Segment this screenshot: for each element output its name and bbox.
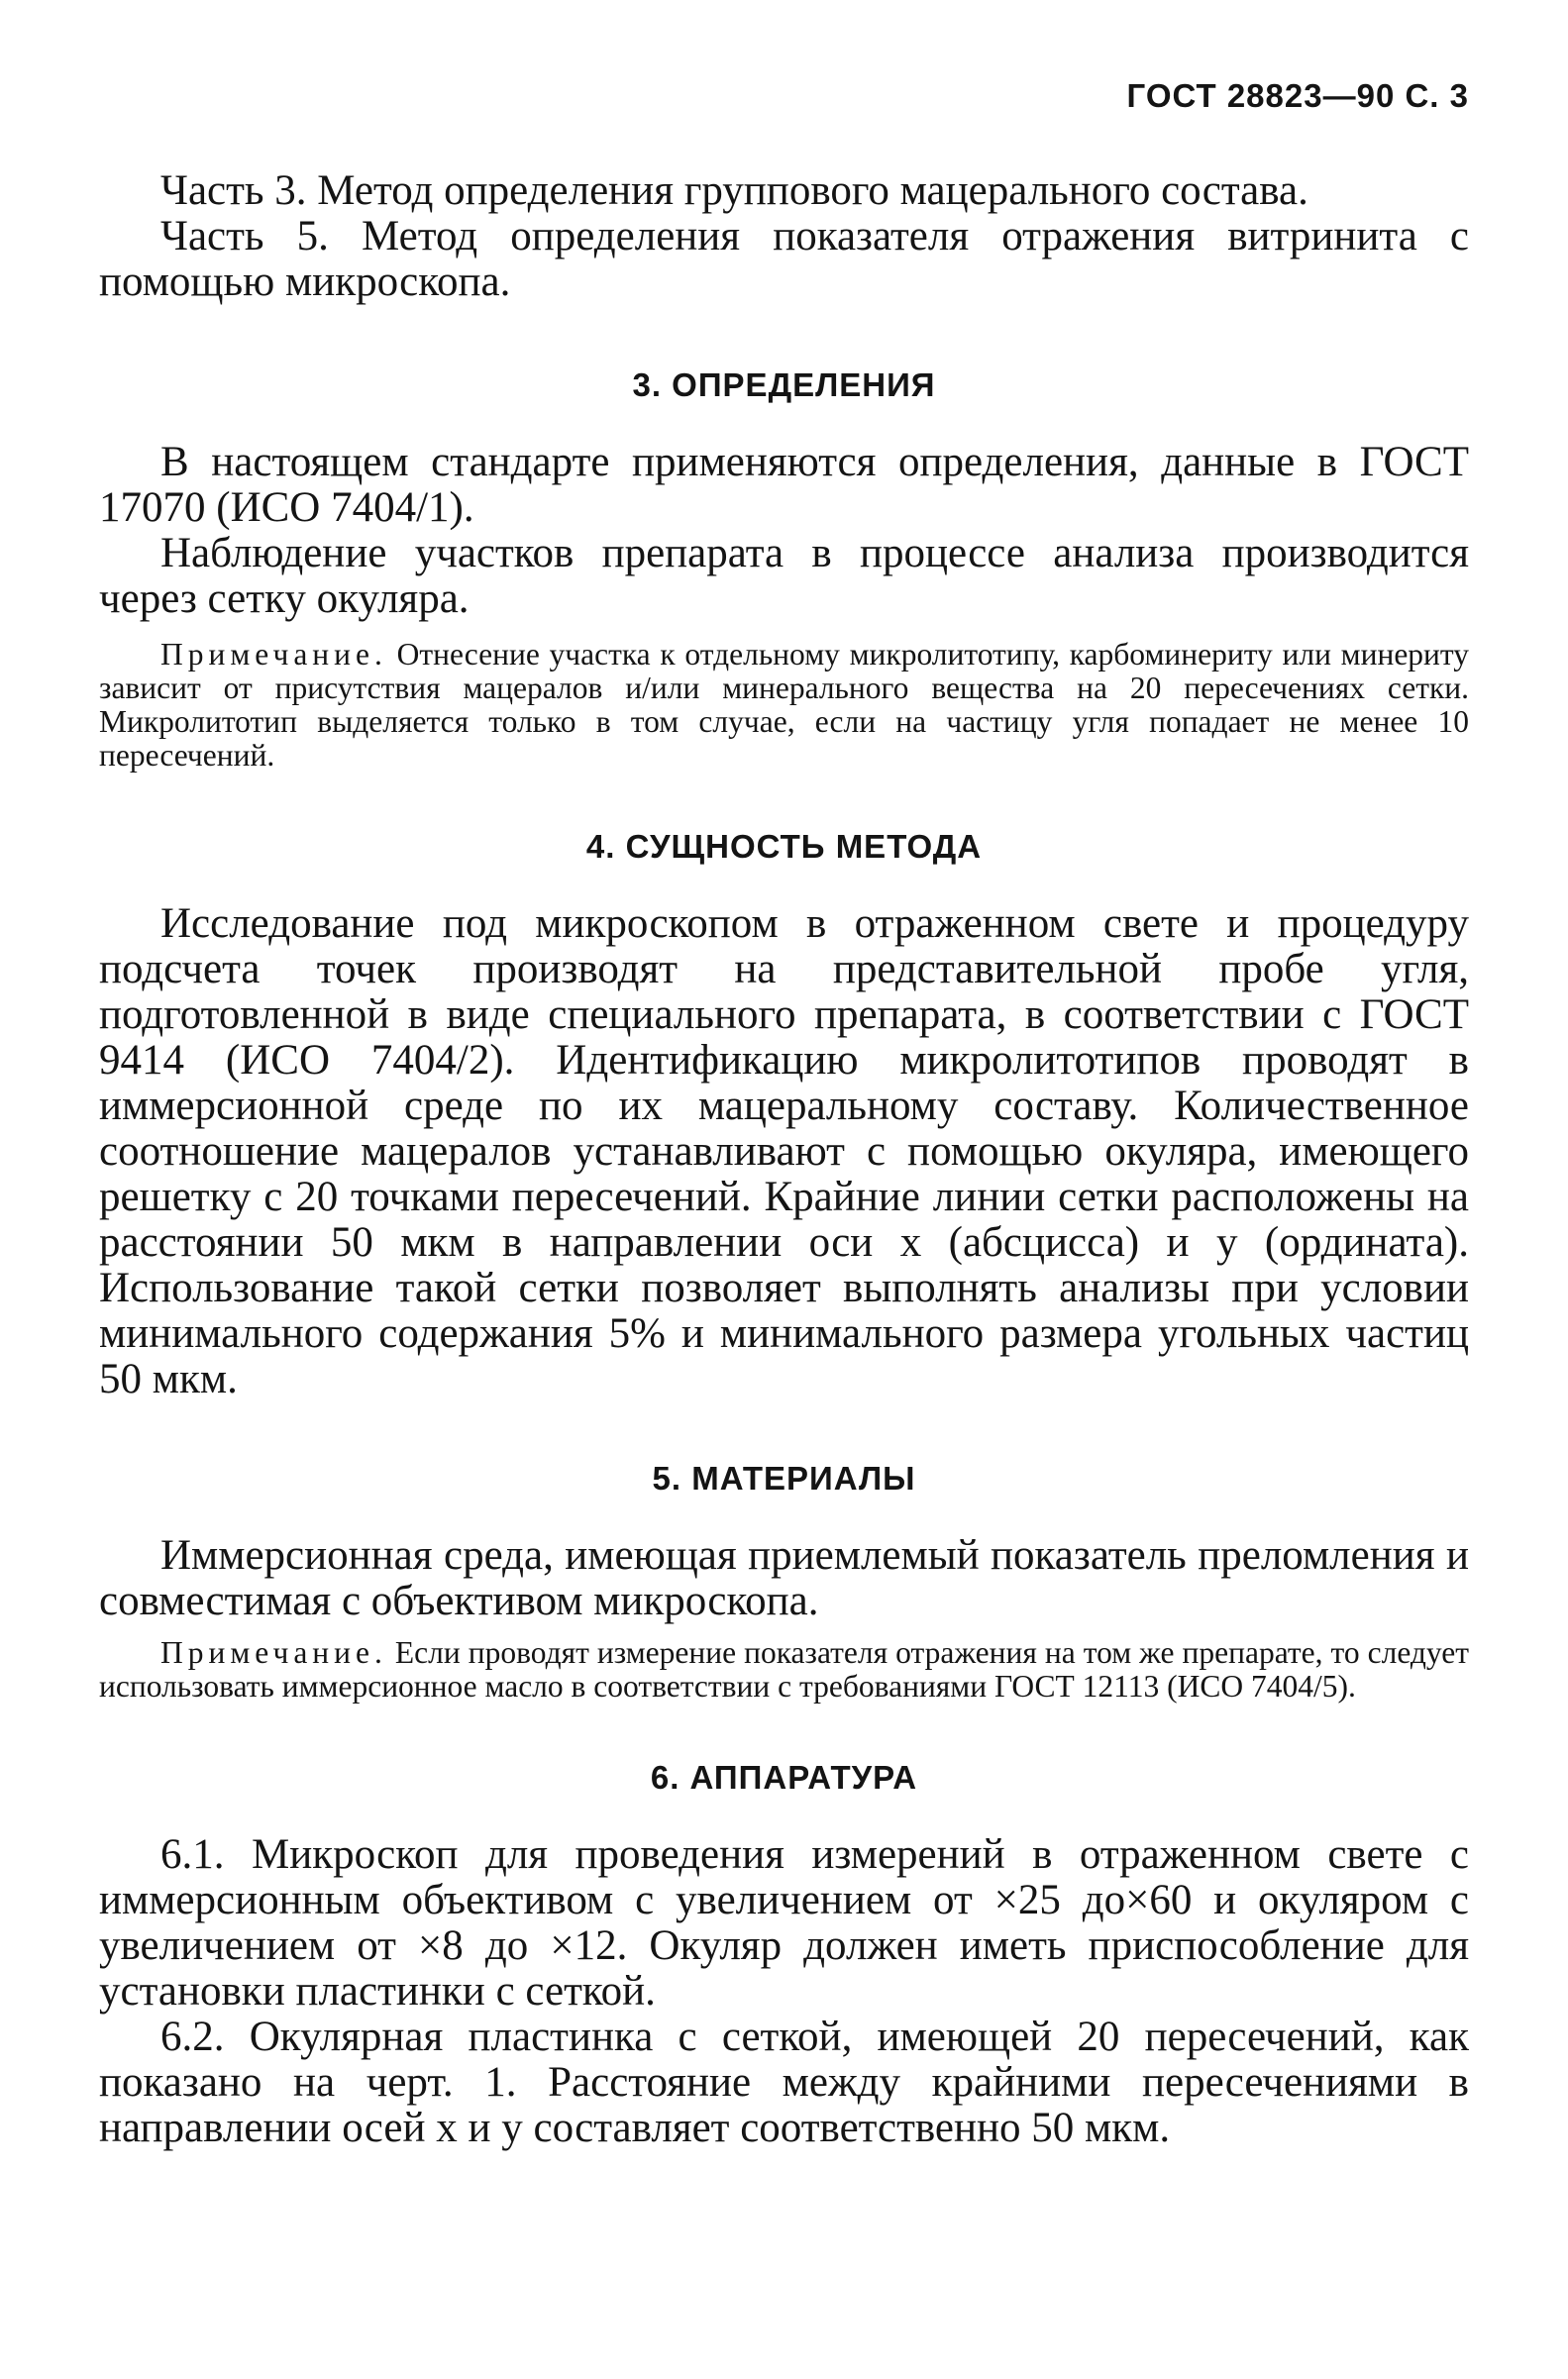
section-6-1-microscope-paragraph: 6.1. Микроскоп для проведения измерений в отраженном свете с иммерсионным объективом с увеличением от ×25 до×60 и окуляром с увеличением от ×8 до ×12. Окуляр должен иметь приспособление для установки пластинки с сеткой. [99, 1831, 1469, 2015]
section-5-note [99, 1636, 1469, 1704]
section-4-heading: 4. СУЩНОСТЬ МЕТОДА [585, 828, 983, 865]
page-content [99, 168, 1469, 2151]
note-label: Примечание. [160, 1635, 387, 1670]
running-header: ГОСТ 28823—90 С. 3 [1126, 77, 1469, 114]
section-6-heading: 6. АППАРАТУРА [650, 1759, 918, 1796]
intro-part-5: Часть 5. Метод определения показателя отражения витринита с помощью микроскопа. [99, 213, 1469, 305]
section-3-heading: 3. ОПРЕДЕЛЕНИЯ [632, 366, 936, 403]
section-5-materials-paragraph: Иммерсионная среда, имеющая приемлемый показатель преломления и совместимая с объективом микроскопа. [99, 1532, 1469, 1624]
intro-part-3: Часть 3. Метод определения группового мацерального состава. [160, 167, 1308, 214]
section-3-definitions-paragraph: В настоящем стандарте применяются определения, данные в ГОСТ 17070 (ИСО 7404/1). [99, 439, 1469, 531]
section-3-observation-paragraph: Наблюдение участков препарата в процессе анализа производится через сетку окуляра. [99, 530, 1469, 622]
note-label: Примечание. [160, 637, 387, 672]
section-4-method-paragraph: Исследование под микроскопом в отраженном свете и процедуру подсчета точек производят на представительной пробе угля, подготовленной в виде специального препарата, в соответствии с ГОСТ 9414 (ИСО 7404/2). Идентификацию микролитотипов проводят в иммерсионной среде по их мацеральному составу. Количественное соотношение мацералов устанавливают с помощью окуляра, имеющего решетку с 20 точками пересечений. Крайние линии сетки расположены на расстоянии 50 мкм в направлении оси x (абсцисса) и y (ордината). Использование такой сетки позволяет выполнять анализы при условии минимального содержания 5% и минимального размера угольных частиц 50 мкм. [99, 900, 1469, 1402]
note-text: Отнесение участка к отдельному микролитотипу, карбоминериту или минериту зависит от присутствия мацералов и/или минерального вещества на 20 пересечениях сетки. Микролитотип выделяется только в том случае, если на частицу угля попадает не менее 10 пересечений. [99, 637, 1470, 773]
section-5-heading: 5. МАТЕРИАЛЫ [652, 1460, 916, 1497]
note-text: Если проводят измерение показателя отражения на том же препарате, то следует использовать иммерсионное масло в соответствии с требованиями ГОСТ 12113 (ИСО 7404/5). [99, 1635, 1470, 1704]
section-6-2-eyepiece-plate-paragraph: 6.2. Окулярная пластинка с сеткой, имеющей 20 пересечений, как показано на черт. 1. Расстояние между крайними пересечениями в направлении осей x и y составляет соответственно 50 мкм. [99, 2014, 1469, 2151]
section-3-note [99, 638, 1469, 773]
